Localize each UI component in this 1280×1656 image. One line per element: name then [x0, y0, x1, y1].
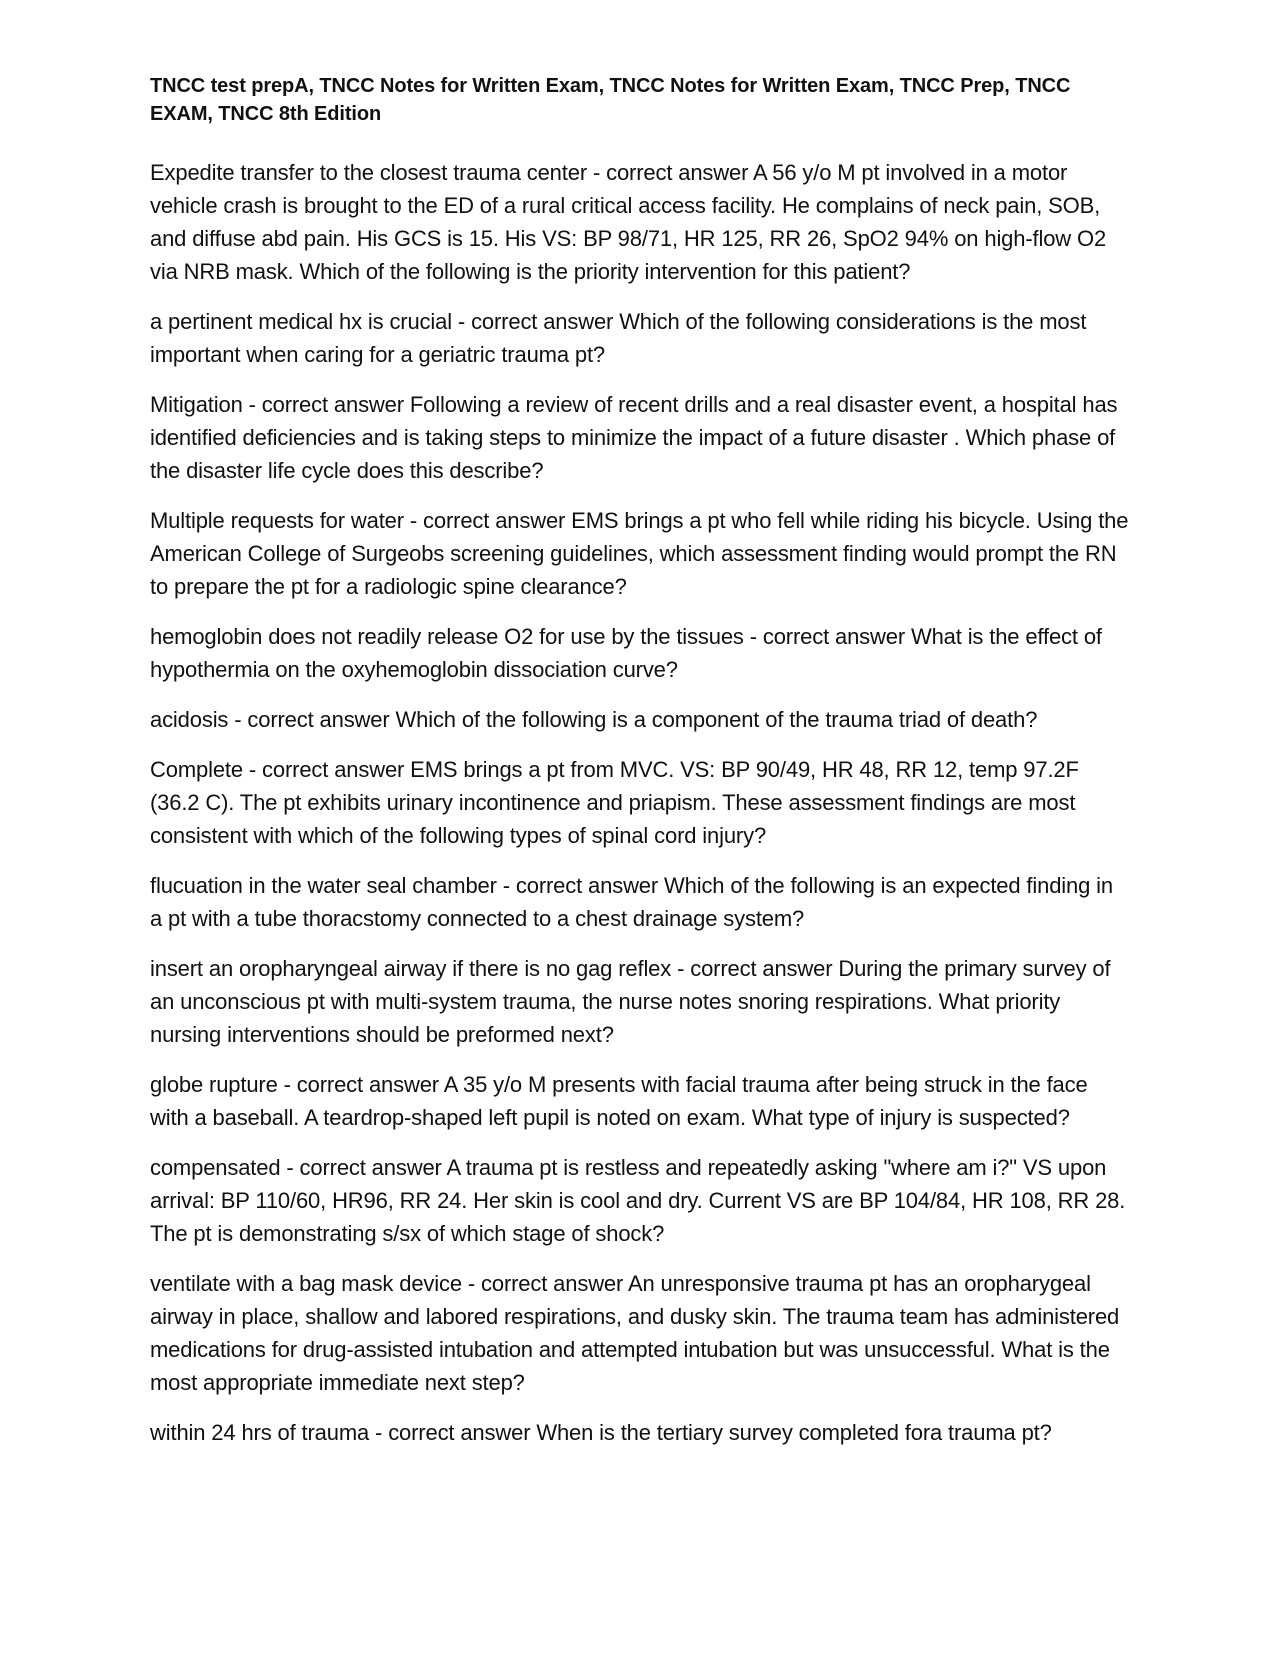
qa-item: Mitigation - correct answer Following a review of recent drills and a real disaster event, a hospital has identified deficiencies and is taking steps to minimize the impact of a future disaster . Which phase of the disaster life cycle does this describe? [150, 392, 1118, 483]
qa-item: Expedite transfer to the closest trauma center - correct answer A 56 y/o M pt involved in a motor vehicle crash is brought to the ED of a rural critical access facility. He complains of neck pain, SOB, and diffuse abd pain. His GCS is 15. His VS: BP 98/71, HR 125, RR 26, SpO2 94% on high-flow O2 via NRB mask. Which of the following is the priority intervention for this patient? [150, 160, 1107, 284]
qa-item: a pertinent medical hx is crucial - correct answer Which of the following considerations is the most important when caring for a geriatric trauma pt? [150, 309, 1087, 367]
qa-list [150, 156, 1130, 1449]
document-title: TNCC test prepA, TNCC Notes for Written Exam, TNCC Notes for Written Exam, TNCC Prep, TNCC EXAM, TNCC 8th Edition [150, 75, 1071, 125]
qa-item: ventilate with a bag mask device - correct answer An unresponsive trauma pt has an oropharygeal airway in place, shallow and labored respirations, and dusky skin. The trauma team has administered medications for drug-assisted intubation and attempted intubation but was unsuccessful. What is the most appropriate immediate next step? [150, 1271, 1120, 1395]
qa-item: insert an oropharyngeal airway if there is no gag reflex - correct answer During the primary survey of an unconscious pt with multi-system trauma, the nurse notes snoring respirations. What priority nursing interventions should be preformed next? [150, 956, 1111, 1047]
qa-item: flucuation in the water seal chamber - correct answer Which of the following is an expected finding in a pt with a tube thoracstomy connected to a chest drainage system? [150, 873, 1113, 931]
qa-item: Multiple requests for water - correct answer EMS brings a pt who fell while riding his bicycle. Using the American College of Surgeobs screening guidelines, which assessment finding would prompt the RN to prepare the pt for a radiologic spine clearance? [150, 508, 1129, 599]
qa-item: acidosis - correct answer Which of the following is a component of the trauma triad of death? [150, 707, 1038, 732]
qa-item: Complete - correct answer EMS brings a pt from MVC. VS: BP 90/49, HR 48, RR 12, temp 97.2F (36.2 C). The pt exhibits urinary incontinence and priapism. These assessment findings are most consistent with which of the following types of spinal cord injury? [150, 757, 1079, 848]
qa-item: globe rupture - correct answer A 35 y/o M presents with facial trauma after being struck in the face with a baseball. A teardrop-shaped left pupil is noted on exam. What type of injury is suspected? [150, 1072, 1088, 1130]
qa-item: compensated - correct answer A trauma pt is restless and repeatedly asking "where am i?" VS upon arrival: BP 110/60, HR96, RR 24. Her skin is cool and dry. Current VS are BP 104/84, HR 108, RR 28. The pt is demonstrating s/sx of which stage of shock? [150, 1155, 1126, 1246]
qa-item: hemoglobin does not readily release O2 for use by the tissues - correct answer What is the effect of hypothermia on the oxyhemoglobin dissociation curve? [150, 624, 1102, 682]
document-page [150, 72, 1130, 1466]
qa-item: within 24 hrs of trauma - correct answer When is the tertiary survey completed fora trauma pt? [150, 1420, 1052, 1445]
